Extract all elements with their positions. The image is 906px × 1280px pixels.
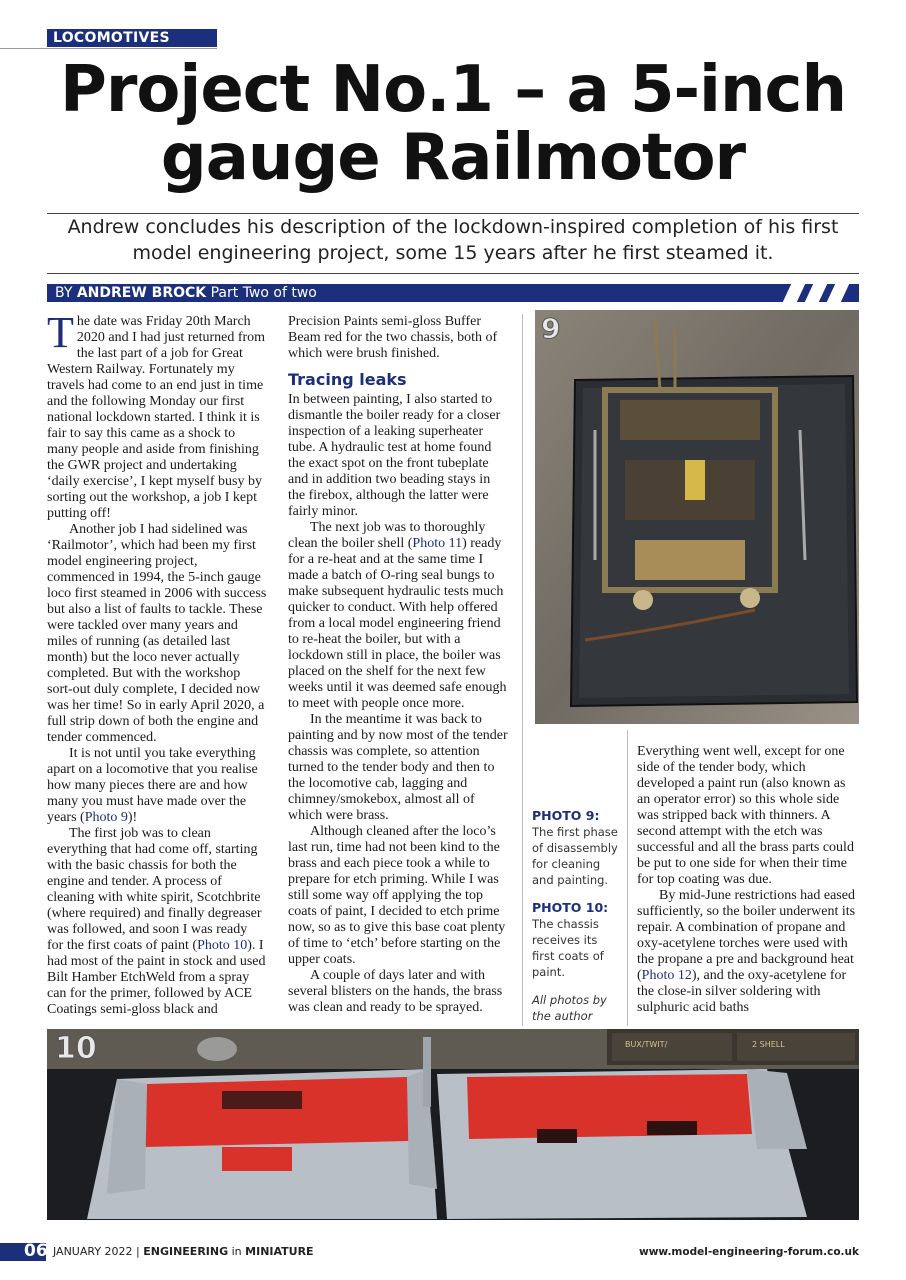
paragraph-text: ), and the oxy-acetylene for the close-in silver soldering with sulphuric acid baths — [637, 968, 847, 1015]
website-url[interactable]: www.model-engineering-forum.co.uk — [639, 1246, 859, 1258]
photo-captions — [532, 808, 622, 1036]
photo-credit-text: All photos by the author — [532, 993, 607, 1023]
photo-reference: Photo 9 — [84, 810, 128, 825]
photo-reference: Photo 10 — [197, 938, 248, 953]
photo-9 — [535, 310, 859, 724]
separator: | — [136, 1245, 140, 1258]
photo-9-illustration — [535, 310, 859, 724]
caption-photo-9 — [532, 808, 622, 888]
box-label: 2 SHELL — [752, 1040, 785, 1049]
page-number: 06 — [24, 1241, 48, 1261]
paragraph-text: )! — [127, 810, 138, 825]
byline-author: ANDREW BROCK — [76, 285, 207, 301]
caption-text: The first phase of disassembly for cleaning and painting. — [532, 825, 618, 887]
column-divider — [522, 314, 523, 1026]
paragraph: Although cleaned after the loco’s last run, time had not been kind to the brass and each piece took a while to prepare for etch priming. While I was still some way off applying the top coats of paint, I decided to etch prime now, so as to give this base coat plenty of time to ‘etch’ before starting on the upper coats. — [288, 824, 506, 967]
paragraph-text: ) ready for a re-heat and at the same time I made a batch of O-ring seal bungs to make subsequent hydraulic tests much quicker to conduct. With help offered from a local model engineering friend to re-heat the boiler, but with a lockdown still in place, the boiler was placed on the shelf for the next few weeks until it was deemed safe enough to meet with people once more. — [288, 536, 507, 711]
box-label: BUX/TWIT/ — [625, 1040, 668, 1049]
paragraph-text: It is not until you take everything apart on a locomotive that you realise how many pieces there are and how many you must have made over the years ( — [47, 746, 258, 825]
paragraph — [47, 826, 267, 1018]
byline-part: Part Two of two — [210, 285, 317, 301]
caption-text: The chassis receives its first coats of paint. — [532, 917, 604, 979]
paragraph: Everything went well, except for one side of the tender body, which developed a paint run (also known as an operator error) so this whole side was stripped back with thinners. A second attempt with the etch was successful and all the brass parts could be put to one side for when their time for top coating was due. — [637, 744, 854, 887]
byline-stripe-decoration — [783, 284, 805, 302]
byline — [47, 284, 859, 302]
article-column-2 — [288, 314, 510, 1016]
byline-stripe-decoration — [827, 284, 849, 302]
caption-label: PHOTO 9: — [532, 808, 600, 823]
paragraph — [47, 308, 267, 522]
photo-10-illustration — [47, 1029, 859, 1220]
photo-number: 10 — [55, 1031, 97, 1066]
paragraph: A couple of days later and with several blisters on the hands, the brass was clean and ready to be sprayed. — [288, 968, 503, 1015]
section-tag: LOCOMOTIVES — [47, 29, 217, 47]
article-title: Project No.1 – a 5-inch gauge Railmotor — [59, 53, 847, 195]
byline-prefix: BY — [55, 285, 73, 301]
article-column-4 — [637, 744, 859, 1016]
article-column-1 — [47, 308, 267, 1018]
column-divider — [627, 730, 628, 1026]
magazine-name-part: MINIATURE — [245, 1245, 314, 1258]
paragraph — [288, 520, 510, 712]
paragraph-text: ). I had most of the paint in stock and used Bilt Hamber EtchWeld from a spray can for the primer, followed by ACE Coatings semi-gloss black and — [47, 938, 266, 1017]
paragraph-text: The next job was to thoroughly clean the boiler shell ( — [288, 520, 486, 551]
photo-10 — [47, 1029, 859, 1220]
photo-reference: Photo 12 — [641, 968, 692, 983]
magazine-name-part: ENGINEERING — [143, 1245, 229, 1258]
byline-stripe-decoration — [805, 284, 827, 302]
paragraph: In between painting, I also started to dismantle the boiler ready for a closer inspection of a leaking superheater tube. A hydraulic test at home found the exact spot on the front tubeplate and in addition two beading stays in the firebox, although the latter were fairly minor. — [288, 392, 501, 519]
paragraph-text: The first job was to clean everything that had come off, starting with the basic chassis for both the engine and tender. A process of cleaning with white spirit, Scotchbrite (where required) and finally degreaser was followed, and soon I was ready for the first coats of paint ( — [47, 826, 262, 953]
section-rule — [0, 48, 217, 49]
drop-cap: T — [47, 308, 74, 357]
paragraph: Another job I had sidelined was ‘Railmotor’, which had been my first model engineering project, commenced in 1994, the 5-inch gauge loco first steamed in 2006 with success but also a list of faults to tackle. These were tackled over many years and miles of running (as detailed last month) but the loco never actually completed. But with the workshop sort-out duly complete, I decided now was her time! So in early April 2020, a full strip down of both the engine and tender commenced. — [47, 522, 267, 745]
paragraph-text: he date was Friday 20th March 2020 and I had just returned from the last part of a job for Great Western Railway. Fortunately my travels had come to an end just in time and the following Monday our first national lockdown started. I think it is fair to say this came as a shock to many people and aside from finishing the GWR project and undertaking ‘daily exercise’, I kept myself busy by sorting out the workshop, a job I kept putting off! — [47, 314, 266, 521]
paragraph: Precision Paints semi-gloss Buffer Beam red for the two chassis, both of which were brush finished. — [288, 314, 498, 361]
paragraph-text: By mid-June restrictions had eased sufficiently, so the boiler underwent its repair. A combination of propane and oxy-acetylene torches were used with the propane a pre and background heat ( — [637, 888, 856, 983]
paragraph — [637, 888, 859, 1016]
issue-line — [53, 1245, 314, 1259]
caption-photo-10 — [532, 900, 622, 980]
standfirst-rule-bottom — [47, 273, 859, 274]
paragraph — [47, 746, 267, 826]
standfirst: Andrew concludes his description of the lockdown-inspired completion of his first model engineering project, some 15 years after he first steamed it. — [67, 216, 839, 264]
issue-date: JANUARY 2022 — [53, 1245, 133, 1258]
paragraph: In the meantime it was back to painting and by now most of the tender chassis was complete, so attention turned to the tender body and then to the locomotive cab, lagging and chimney/smokebox, almost all of which were brass. — [288, 712, 508, 823]
photo-number: 9 — [541, 312, 561, 345]
subheading: Tracing leaks — [288, 370, 407, 389]
magazine-name-part: in — [231, 1245, 242, 1258]
caption-label: PHOTO 10: — [532, 900, 609, 915]
photo-credit — [532, 992, 622, 1024]
photo-reference: Photo 11 — [412, 536, 463, 551]
